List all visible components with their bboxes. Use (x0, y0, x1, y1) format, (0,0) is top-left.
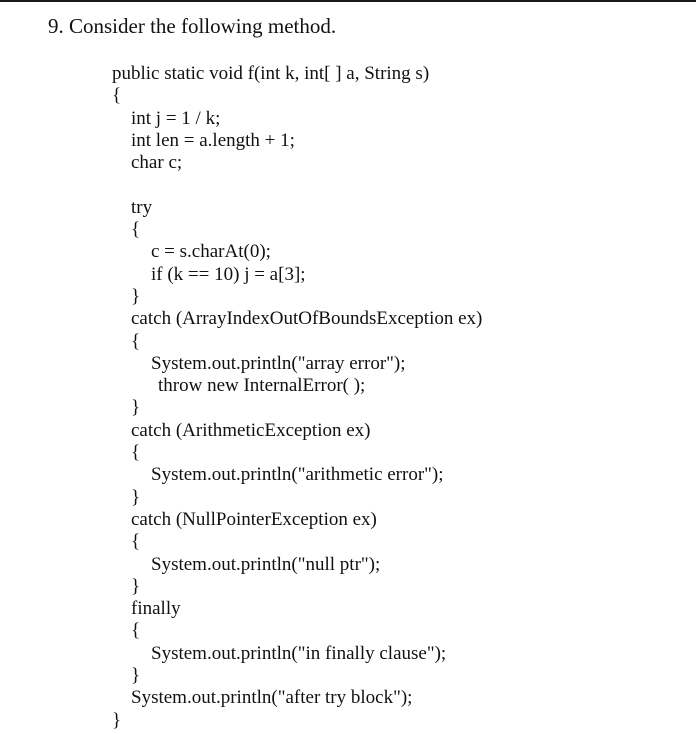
code-line: catch (NullPointerException ex) (131, 508, 377, 530)
code-line: int len = a.length + 1; (131, 129, 295, 151)
code-line: } (131, 486, 141, 508)
code-line: } (112, 709, 122, 731)
code-line: public static void f(int k, int[ ] a, String s) (112, 63, 430, 84)
question-heading: 9. Consider the following method. (48, 14, 337, 38)
code-line: catch (ArrayIndexOutOfBoundsException ex) (131, 308, 483, 330)
code-line: System.out.println("null ptr"); (151, 553, 381, 575)
code-line: } (131, 575, 141, 597)
code-line: catch (ArithmeticException ex) (131, 419, 371, 441)
top-divider (0, 0, 696, 2)
code-line: { (131, 330, 141, 352)
code-line: } (131, 397, 141, 419)
code-block (112, 63, 482, 732)
code-line: } (131, 665, 141, 687)
code-line: finally (131, 598, 181, 620)
code-line: char c; (131, 152, 183, 174)
code-line: { (131, 442, 141, 464)
code-line: c = s.charAt(0); (151, 241, 271, 263)
code-line: if (k == 10) j = a[3]; (151, 263, 306, 285)
code-line: System.out.println("arithmetic error"); (151, 464, 444, 486)
code-line: { (131, 219, 141, 241)
code-line: { (131, 620, 141, 642)
code-line: int j = 1 / k; (131, 107, 221, 129)
code-line: } (131, 285, 141, 307)
code-line: System.out.println("in finally clause"); (151, 642, 447, 664)
code-line: try (131, 196, 153, 218)
code-line: System.out.println("array error"); (151, 352, 406, 374)
code-line: { (112, 85, 122, 107)
code-line (112, 174, 482, 196)
code-line: System.out.println("after try block"); (131, 687, 413, 709)
code-line: throw new InternalError( ); (158, 375, 366, 397)
code-line: { (131, 531, 141, 553)
